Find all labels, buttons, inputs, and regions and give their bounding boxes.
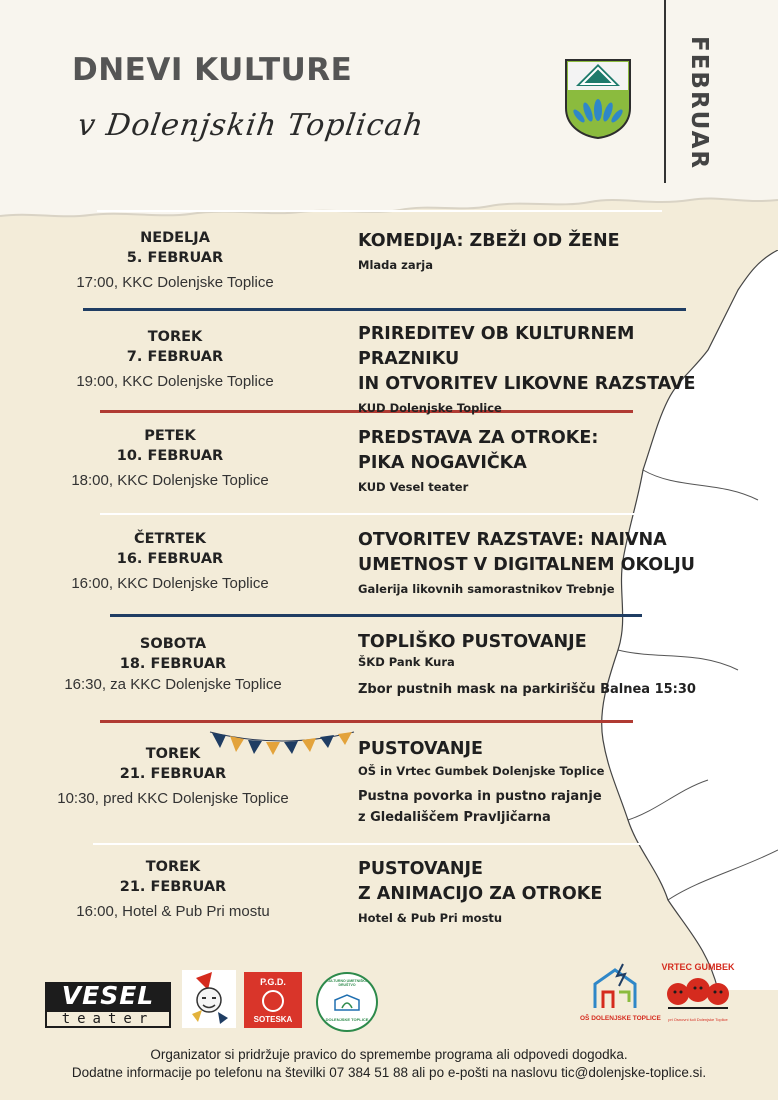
kud-fountain-icon — [332, 992, 362, 1012]
footer-note — [0, 1046, 778, 1082]
event-when — [38, 744, 308, 807]
event-title: PUSTOVANJE — [358, 739, 483, 759]
event-what — [358, 857, 738, 925]
event-title: IN OTVORITEV LIKOVNE RAZSTAVE — [358, 374, 696, 394]
event-date: 18. FEBRUAR — [119, 656, 227, 672]
event-title: PUSTOVANJE — [358, 859, 483, 879]
separator-line — [110, 614, 642, 617]
event-date: 7. FEBRUAR — [126, 349, 224, 365]
month-label: FEBRUAR — [686, 36, 712, 171]
separator-line — [93, 843, 656, 845]
page-title: DNEVI KULTURE — [72, 52, 353, 88]
event-time-location: 19:00, KKC Dolenjske Toplice — [76, 373, 274, 390]
event-when — [38, 634, 308, 693]
event-time-location: 10:30, pred KKC Dolenjske Toplice — [57, 790, 289, 807]
event-what — [358, 229, 738, 272]
event-title: UMETNOST V DIGITALNEM OKOLJU — [358, 555, 696, 575]
footer-line: Organizator si pridržuje pravico do spremembe programa ali odpovedi dogodka. — [150, 1047, 628, 1062]
vrtec-logo-title: VRTEC GUMBEK — [661, 962, 735, 972]
municipality-crest-icon — [564, 58, 632, 140]
event-what — [358, 426, 738, 494]
footer-line: Dodatne informacije po telefonu na številki 07 384 51 88 ali po e-pošti na naslovu tic@dolenjske-toplice.si. — [71, 1065, 707, 1080]
kud-logo-ring-text: KULTURNO UMETNIŠKO DRUŠTVO — [326, 979, 368, 987]
fire-emblem-icon — [262, 990, 284, 1012]
event-time-location: 18:00, KKC Dolenjske Toplice — [71, 472, 269, 489]
event-date: 21. FEBRUAR — [119, 766, 227, 782]
event-title: Z ANIMACIJO ZA OTROKE — [358, 884, 603, 904]
school-house-icon — [585, 962, 645, 1010]
event-organizer: Galerija likovnih samorastnikov Trebnje — [358, 582, 615, 596]
pgd-logo-bottom: SOTESKA — [253, 1015, 293, 1024]
header-divider — [664, 0, 666, 183]
event-organizer: OŠ in Vrtec Gumbek Dolenjske Toplice — [358, 764, 605, 778]
event-day: ČETRTEK — [134, 531, 206, 547]
page-subtitle: v Dolenjskih Toplicah — [75, 108, 427, 143]
event-title: PRIREDITEV OB KULTURNEM PRAZNIKU — [358, 324, 635, 369]
event-date: 21. FEBRUAR — [119, 879, 227, 895]
event-when — [38, 857, 308, 920]
logo-pgd-soteska — [244, 972, 302, 1028]
event-date: 5. FEBRUAR — [126, 250, 224, 266]
event-day: TOREK — [145, 859, 201, 875]
separator-line — [100, 513, 660, 515]
event-when — [35, 426, 305, 489]
event-when — [40, 228, 310, 291]
logo-vrtec-gumbek — [658, 962, 738, 1028]
event-time-location: 16:30, za KKC Dolenjske Toplice — [64, 676, 282, 693]
kud-logo-bottom: DOLENJSKE TOPLICE — [325, 1017, 369, 1022]
logo-os-dolenjske-toplice — [580, 962, 661, 1028]
event-when — [35, 529, 305, 592]
event-what — [358, 737, 738, 828]
event-time-location: 17:00, KKC Dolenjske Toplice — [76, 274, 274, 291]
event-title: TOPLIŠKO PUSTOVANJE — [358, 632, 587, 652]
event-title: PREDSTAVA ZA OTROKE: — [358, 428, 599, 448]
event-what — [358, 630, 738, 700]
event-note: Zbor pustnih mask na parkirišču Balnea 15:30 — [358, 682, 696, 697]
logo-vesel-teater — [45, 982, 171, 1028]
gumbek-button-characters-icon — [663, 972, 733, 1012]
event-day: TOREK — [147, 329, 203, 345]
separator-line — [97, 210, 662, 212]
event-organizer: KUD Vesel teater — [358, 480, 469, 494]
event-when — [40, 327, 310, 390]
event-organizer: ŠKD Pank Kura — [358, 655, 455, 669]
event-title: PIKA NOGAVIČKA — [358, 453, 527, 473]
event-day: PETEK — [144, 428, 196, 444]
event-note: z Gledališčem Pravljičarna — [358, 810, 551, 825]
separator-line — [100, 720, 633, 723]
event-what — [358, 322, 738, 415]
event-note: Pustna povorka in pustno rajanje — [358, 789, 602, 804]
event-organizer: Mlada zarja — [358, 258, 433, 272]
event-time-location: 16:00, Hotel & Pub Pri mostu — [76, 903, 270, 920]
pgd-logo-top: P.G.D. — [260, 977, 286, 987]
event-organizer: Hotel & Pub Pri mostu — [358, 911, 503, 925]
vesel-logo-top: VESEL — [45, 982, 171, 1010]
event-date: 16. FEBRUAR — [116, 551, 224, 567]
vrtec-logo-sub: pri Osnovni šoli Dolenjske Toplice — [668, 1017, 728, 1022]
event-organizer: KUD Dolenjske Toplice — [358, 401, 502, 415]
logo-kud-dolenjske-toplice — [316, 972, 378, 1032]
event-day: TOREK — [145, 746, 201, 762]
event-time-location: 16:00, KKC Dolenjske Toplice — [71, 575, 269, 592]
event-day: NEDELJA — [140, 230, 210, 246]
event-title: KOMEDIJA: ZBEŽI OD ŽENE — [358, 231, 620, 251]
event-date: 10. FEBRUAR — [116, 448, 224, 464]
theatre-mask-logo-icon — [182, 970, 236, 1028]
vesel-logo-bottom: teater — [45, 1010, 171, 1028]
event-day: SOBOTA — [139, 636, 207, 652]
separator-line — [83, 308, 686, 311]
event-title: OTVORITEV RAZSTAVE: NAIVNA — [358, 530, 667, 550]
os-logo-text: OŠ DOLENJSKE TOPLICE — [580, 1015, 661, 1022]
event-what — [358, 528, 738, 596]
